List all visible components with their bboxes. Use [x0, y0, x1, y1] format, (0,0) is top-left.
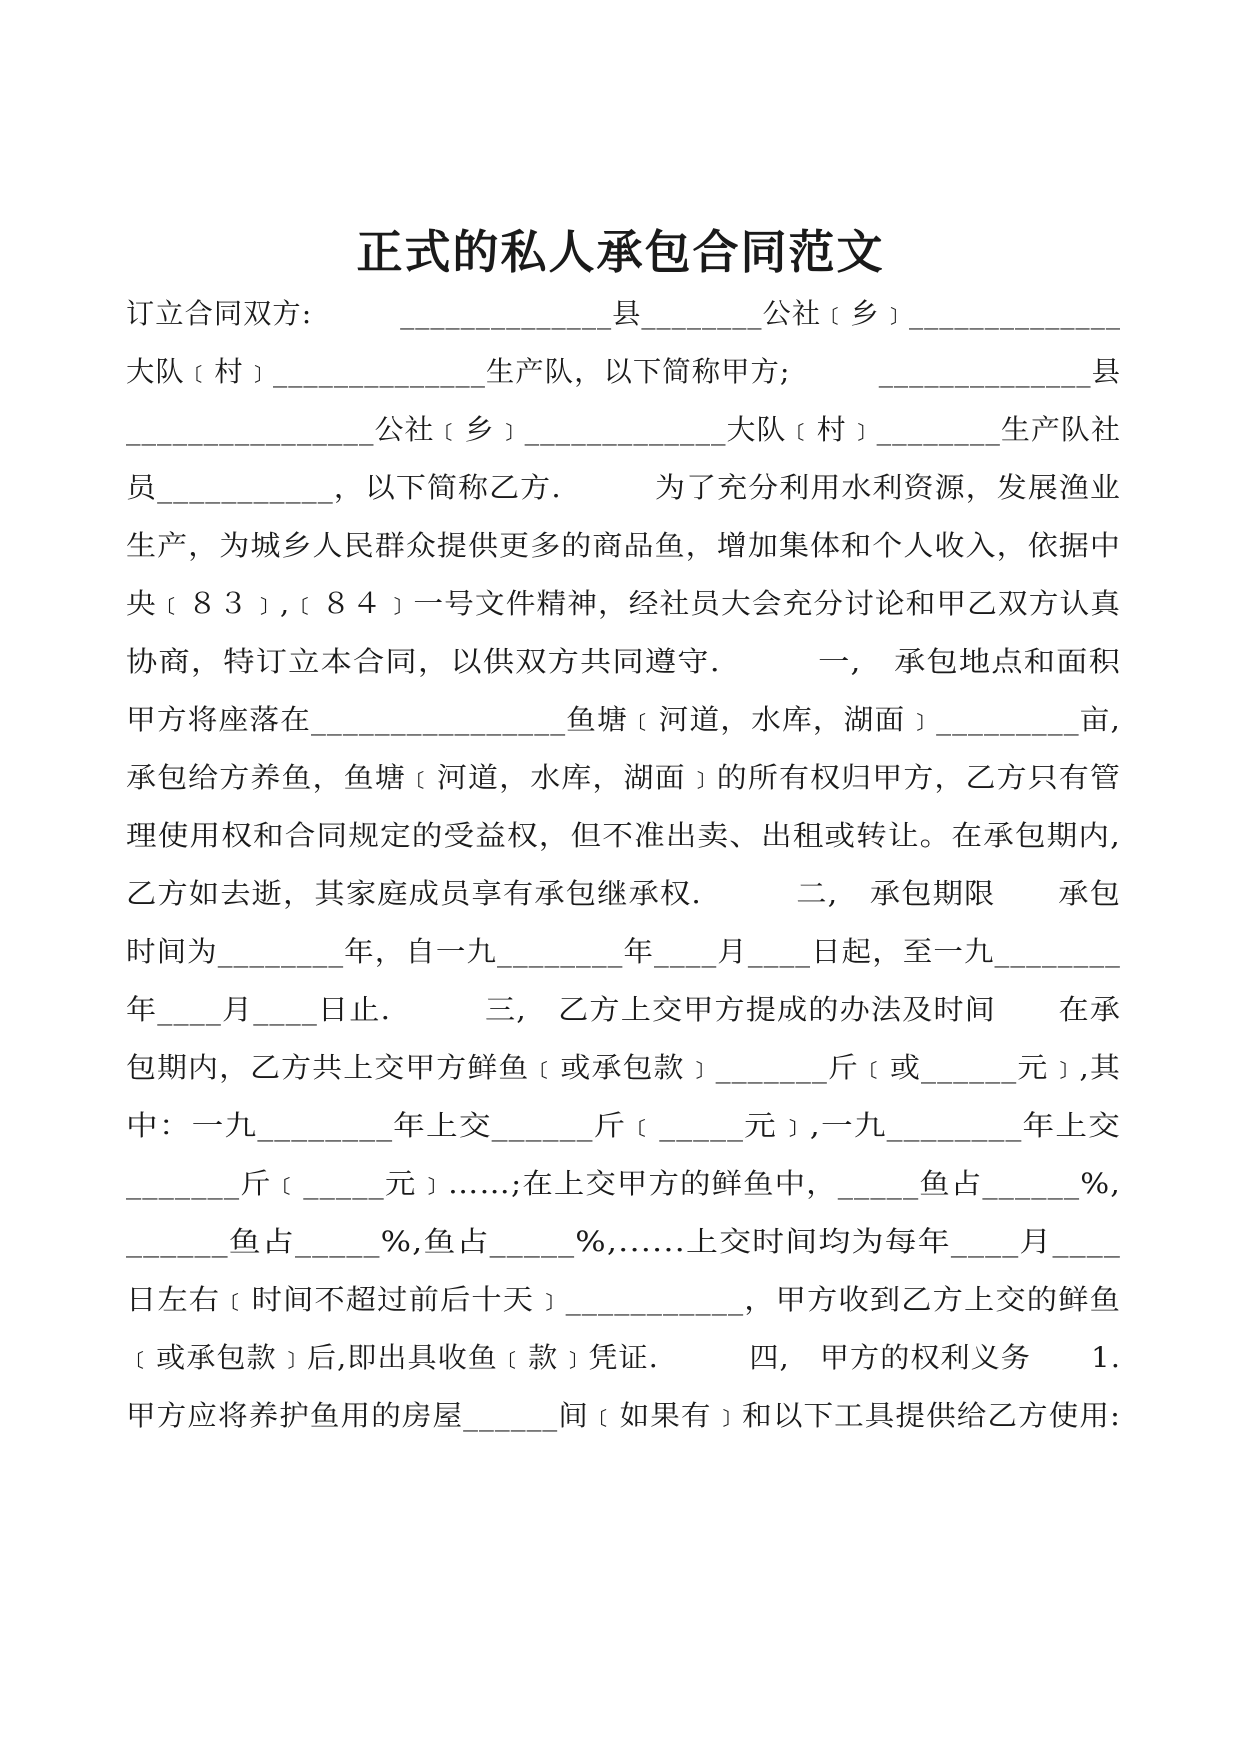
- text-line: 年____月____日止. 三, 乙方上交甲方提成的办法及时间 在承: [126, 993, 1121, 1026]
- text-line: 央﹝８３﹞,﹝８４﹞一号文件精神，经社员大会充分讨论和甲乙双方认真: [126, 587, 1121, 620]
- text-line: 员___________，以下简称乙方. 为了充分利用水利资源，发展渔业: [126, 471, 1121, 504]
- text-line: ______鱼占_____%,鱼占_____%,......上交时间均为每年____月____: [126, 1225, 1121, 1258]
- text-line: 时间为________年，自一九________年____月____日起，至一九________: [126, 935, 1121, 968]
- text-line: 日左右﹝时间不超过前后十天﹞___________，甲方收到乙方上交的鲜鱼: [126, 1283, 1121, 1316]
- text-line: 包期内，乙方共上交甲方鲜鱼﹝或承包款﹞_______斤﹝或______元﹞,其: [126, 1051, 1121, 1084]
- text-line: 理使用权和合同规定的受益权，但不准出卖、出租或转让。在承包期内,: [126, 819, 1121, 852]
- text-line: ﹝或承包款﹞后,即出具收鱼﹝款﹞凭证. 四, 甲方的权利义务 1.: [126, 1341, 1121, 1374]
- text-line: 订立合同双方: ______________县________公社﹝乡﹞______________: [126, 297, 1121, 330]
- text-line: 大队﹝村﹞______________生产队，以下简称甲方; ______________县: [126, 355, 1121, 388]
- text-line: _______斤﹝_____元﹞……;在上交甲方的鲜鱼中，_____鱼占______%,: [126, 1167, 1121, 1200]
- text-line: 甲方将座落在________________鱼塘﹝河道，水库，湖面﹞_________亩,: [126, 703, 1121, 736]
- document-title: 正式的私人承包合同范文: [356, 225, 885, 279]
- text-line: ________________公社﹝乡﹞_____________大队﹝村﹞________生产队社: [126, 413, 1121, 446]
- text-line: 承包给方养鱼，鱼塘﹝河道，水库，湖面﹞的所有权归甲方，乙方只有管: [126, 761, 1121, 794]
- text-line: 中：一九________年上交______斤﹝_____元﹞,一九________年上交: [126, 1109, 1121, 1142]
- text-line: 乙方如去逝，其家庭成员享有承包继承权. 二, 承包期限 承包: [126, 877, 1121, 910]
- text-line: 协商，特订立本合同，以供双方共同遵守. 一, 承包地点和面积: [126, 645, 1121, 678]
- text-line: 生产，为城乡人民群众提供更多的商品鱼，增加集体和个人收入，依据中: [126, 529, 1121, 562]
- text-line: 甲方应将养护鱼用的房屋______间﹝如果有﹞和以下工具提供给乙方使用:: [126, 1399, 1121, 1432]
